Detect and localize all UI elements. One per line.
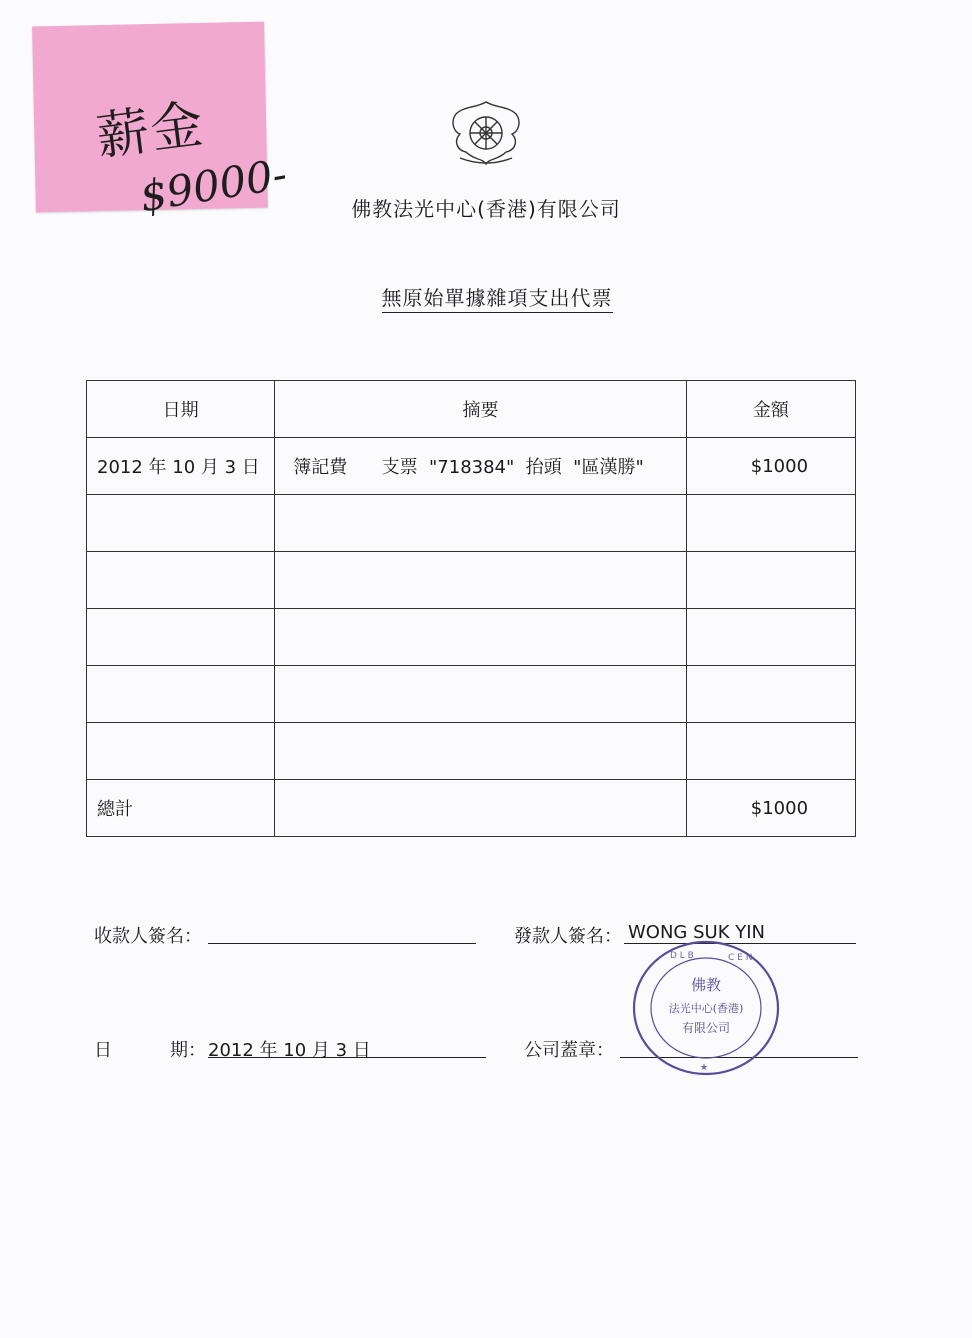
row-summary [275,609,687,666]
row-date [87,495,275,552]
table-row [87,609,856,666]
date-line [208,1057,486,1058]
sticky-note [32,22,291,222]
row-date [87,609,275,666]
row-summary [275,552,687,609]
date-value: 2012 年 10 月 3 日 [208,1040,371,1061]
table-header-row [87,381,856,438]
document-title: 無原始單據雜項支出代票 [0,282,972,311]
payer-signature-value: WONG SUK YIN [628,922,765,943]
header-summary: 摘要 [275,381,687,438]
payee-signature-label: 收款人簽名： [94,926,202,947]
date-label-char-2: 期： [170,1040,206,1061]
total-summary-empty [275,780,687,837]
row-amount [686,495,855,552]
svg-text:★: ★ [700,1063,709,1073]
row-summary [275,723,687,780]
row-date [87,723,275,780]
table-row [87,438,856,495]
row-summary [275,495,687,552]
stamp-line-1: 佛教 [690,976,722,994]
table-row [87,495,856,552]
stamp-line-2: 法光中心(香港) [668,1002,744,1015]
total-label: 總計 [87,780,275,837]
row-date [87,666,275,723]
header-amount: 金額 [686,381,855,438]
header-date: 日期 [87,381,275,438]
row-summary [275,666,687,723]
company-name: 佛教法光中心(香港)有限公司 [351,197,621,221]
date-label-char-1: 日 [94,1040,112,1061]
row-amount [686,552,855,609]
expense-table [86,380,856,837]
svg-text:D L B: D L B [670,951,694,961]
row-summary: 簿記費 支票 "718384" 抬頭 "區漢勝" [275,438,687,495]
table-row [87,723,856,780]
stamp-line-3: 有限公司 [681,1021,731,1035]
sticky-note-text-amount: $9000- [136,149,291,222]
table-total-row [87,780,856,837]
sticky-note-text-salary: 薪金 [93,94,209,168]
svg-text:C E N: C E N [728,953,753,963]
row-amount [686,723,855,780]
dharma-wheel-logo-icon [446,98,526,168]
row-amount [686,666,855,723]
total-amount: $1000 [686,780,855,837]
company-seal-label: 公司蓋章： [524,1040,614,1061]
row-amount: $1000 [686,438,855,495]
payer-signature-label: 發款人簽名： [514,926,622,947]
table-row [87,552,856,609]
row-date: 2012 年 10 月 3 日 [87,438,275,495]
payee-signature-line [208,943,476,944]
company-stamp-seal [630,938,782,1078]
row-amount [686,609,855,666]
row-date [87,552,275,609]
table-row [87,666,856,723]
